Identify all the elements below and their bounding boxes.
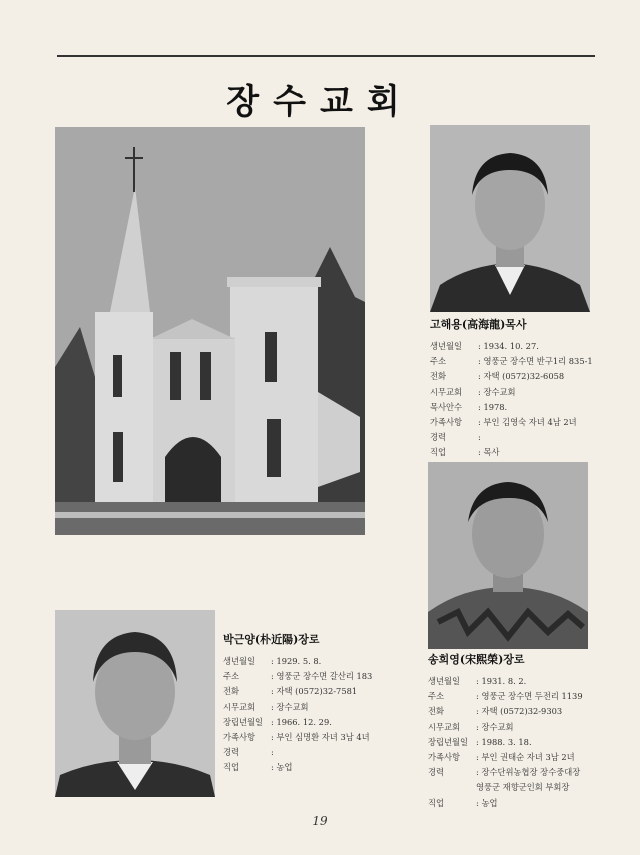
page-number: 19 bbox=[312, 814, 328, 828]
portrait-photo-ko bbox=[430, 125, 590, 312]
top-rule bbox=[57, 55, 595, 57]
portrait-photo-song bbox=[428, 462, 588, 649]
church-photo bbox=[55, 127, 365, 535]
profile-ko-haeyong: 고해용(高海龍)목사 생년월일 : 1934. 10. 27. 주소 : 영풍군 장수면 반구1리 835-1 전화 : 자택 (0572)32-6058 시무교회 : 장수교회 목사안수 : 1978. 가족사항 : 부인 김영숙 자녀 4남 2녀 경력 : 직업 : 목사 bbox=[430, 318, 593, 458]
profile-name: 송희영(宋熙榮)장로 bbox=[428, 653, 525, 666]
portrait-photo-park bbox=[55, 610, 215, 797]
profile-park-geunyang: 박근양(朴近陽)장로 생년월일 : 1929. 5. 8. 주소 : 영풍군 장수면 갈산리 183 전화 : 자택 (0572)32-7581 시무교회 : 장수교회 장립년월일 : 1966. 12. 29. 가족사항 : 부인 심명환 자녀 3남 4녀 경력 : 직업 : 농업 bbox=[223, 633, 373, 773]
profile-song-heeyoung: 송희영(宋熙榮)장로 생년월일 : 1931. 8. 2. 주소 : 영풍군 장수면 두전리 1139 전화 : 자택 (0572)32-9303 시무교회 : 장수교회 장립년월일 : 1988. 3. 18. 가족사항 : 부인 권태순 자녀 3남 2녀 경력 : 장수단위농협장 장수중대장 영풍군 재향군인회 부회장 직업 : 농업 bbox=[428, 653, 583, 808]
profile-name: 박근양(朴近陽)장로 bbox=[223, 633, 320, 646]
page-title: 장수교회 bbox=[226, 82, 414, 122]
profile-name: 고해용(高海龍)목사 bbox=[430, 318, 527, 331]
